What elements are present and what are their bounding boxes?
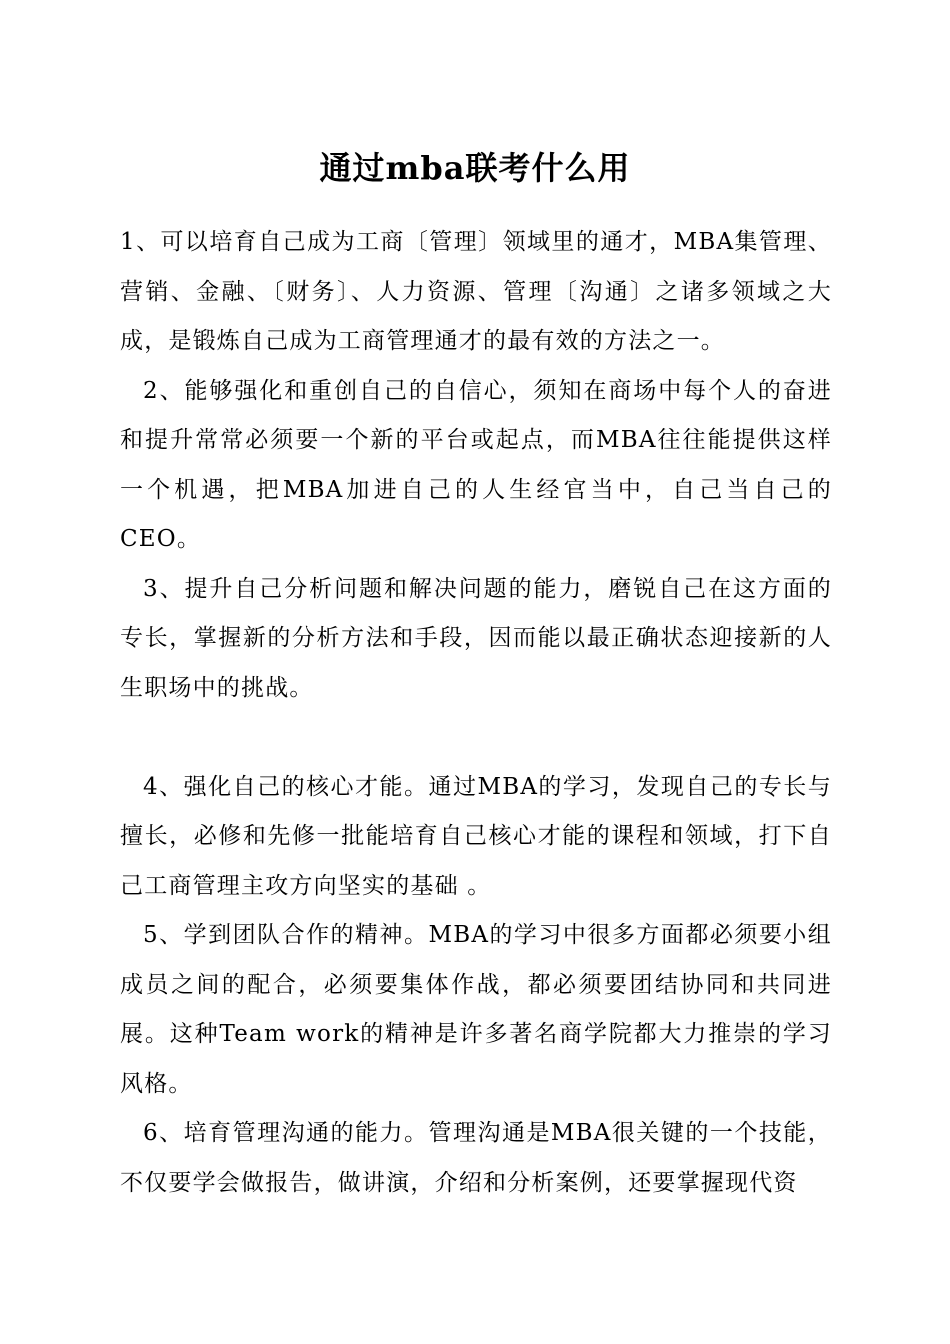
paragraph-spacer	[120, 713, 832, 763]
document-body	[120, 218, 832, 1208]
paragraph-5: 5、学到团队合作的精神。MBA的学习中很多方面都必须要小组成员之间的配合，必须要集体作战，都必须要团结协同和共同进展。这种Team work的精神是许多著名商学院都大力推崇的学习风格。	[120, 922, 832, 1097]
paragraph-2: 2、能够强化和重创自己的自信心，须知在商场中每个人的奋进和提升常常必须要一个新的平台或起点，而MBA往往能提供这样一个机遇，把MBA加进自己的人生经官当中，自己当自己的CEO。	[120, 377, 832, 552]
paragraph-4: 4、强化自己的核心才能。通过MBA的学习，发现自己的专长与擅长，必修和先修一批能培育自己核心才能的课程和领域，打下自己工商管理主攻方向坚实的基础 。	[120, 773, 832, 899]
paragraph-6: 6、培育管理沟通的能力。管理沟通是MBA很关键的一个技能，不仅要学会做报告，做讲演，介绍和分析案例，还要掌握现代资	[120, 1120, 832, 1196]
paragraph-1: 1、可以培育自己成为工商〔管理〕领域里的通才，MBA集管理、营销、金融、〔财务〕、人力资源、管理〔沟通〕之诸多领域之大成，是锻炼自己成为工商管理通才的最有效的方法之一。	[120, 229, 832, 354]
paragraph-3: 3、提升自己分析问题和解决问题的能力，磨锐自己在这方面的专长，掌握新的分析方法和手段，因而能以最正确状态迎接新的人生职场中的挑战。	[120, 575, 832, 701]
document-title: 通过mba联考什么用	[319, 149, 631, 187]
